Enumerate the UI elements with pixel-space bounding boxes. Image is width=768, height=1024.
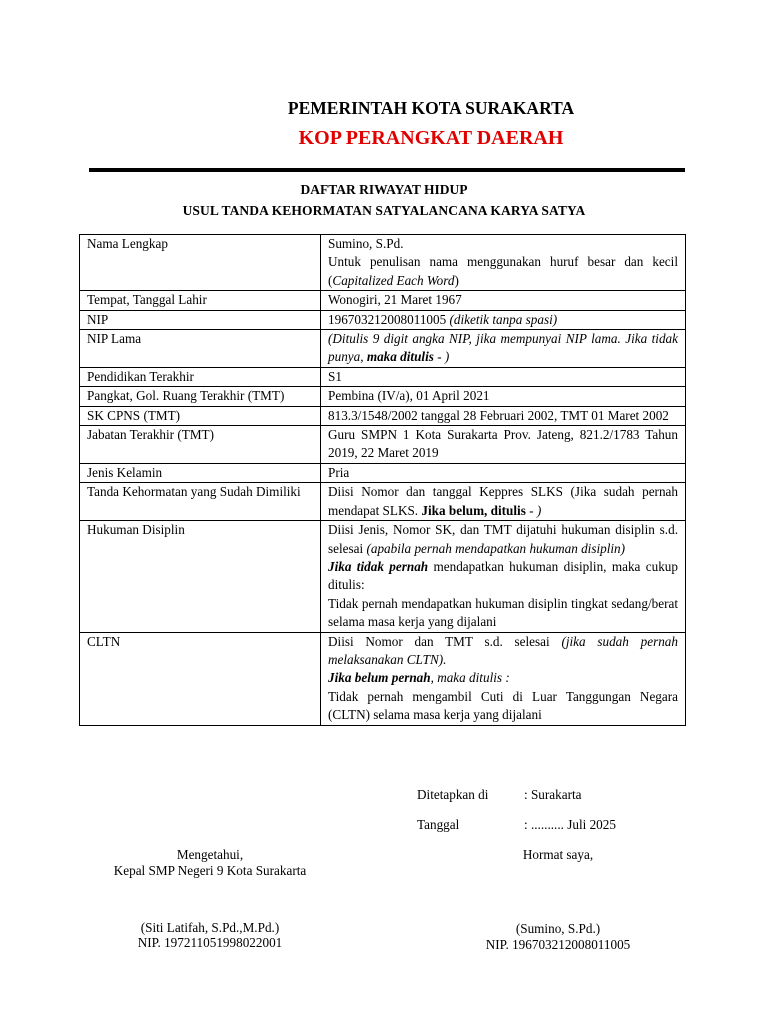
table-row <box>80 367 686 386</box>
tanggal-value: : .......... Juli 2025 <box>524 817 616 832</box>
table-row <box>80 632 686 725</box>
nip-note: (diketik tanpa spasi) <box>449 311 558 327</box>
tanggal-label: Tanggal <box>417 817 460 832</box>
discipline-text: Diisi Jenis, Nomor SK, dan TMT dijatuhi hukuman disiplin s.d. selesai <box>328 522 678 556</box>
cltn-bold: Jika belum pernah <box>328 670 431 686</box>
cltn-text: Diisi Nomor dan TMT s.d. selesai <box>328 633 562 649</box>
discipline-paragraph-2 <box>328 558 678 595</box>
table-row <box>80 483 686 521</box>
name-instruction <box>328 253 678 290</box>
position-value: Guru SMPN 1 Kota Surakarta Prov. Jateng, 821.2/1783 Tahun 2019, 22 Maret 2019 <box>321 426 686 464</box>
rank-value: Pembina (IV/a), 01 April 2021 <box>321 387 686 406</box>
cltn-text-2: , maka ditulis : <box>430 670 510 686</box>
row-label: Tanda Kehormatan yang Sudah Dimiliki <box>80 483 321 521</box>
cltn-italic: (jika sudah pernah melaksanakan CLTN). <box>328 633 678 667</box>
discipline-italic: (apabila pernah mendapatkan hukuman disiplin) <box>366 540 626 556</box>
name-instruction-italic: Capitalized Each Word <box>332 272 455 288</box>
table-row <box>80 426 686 464</box>
row-label: Tempat, Tanggal Lahir <box>80 291 321 310</box>
name-instruction-text: Untuk penulisan nama menggunakan huruf besar dan kecil ( <box>328 254 678 288</box>
table-row <box>80 310 686 329</box>
row-label: Jenis Kelamin <box>80 463 321 482</box>
document-subtitle: USUL TANDA KEHORMATAN SATYALANCANA KARYA SATYA <box>182 203 586 218</box>
ditetapkan-value: : Surakarta <box>524 787 582 802</box>
cltn-paragraph-2 <box>328 669 678 687</box>
left-signatory-name: (Siti Latifah, S.Pd.,M.Pd.) <box>140 920 280 935</box>
cltn-paragraph-3: Tidak pernah mengambil Cuti di Luar Tanggungan Negara (CLTN) selama masa kerja yang dijalani <box>328 688 678 723</box>
table-row <box>80 235 686 291</box>
government-heading: PEMERINTAH KOTA SURAKARTA <box>287 98 575 118</box>
nip-value: 196703212008011005 <box>328 311 450 327</box>
gender-value: Pria <box>321 463 686 482</box>
row-label: NIP <box>80 310 321 329</box>
honor-text: Diisi Nomor dan tanggal Keppres SLKS (Jika sudah pernah mendapat SLKS. <box>328 484 678 518</box>
hormat-label: Hormat saya, <box>522 847 594 862</box>
row-value <box>321 235 686 291</box>
discipline-text-2: mendapatkan hukuman disiplin, maka cukup ditulis: <box>328 558 678 593</box>
nip-cell <box>321 310 686 329</box>
header-rule <box>89 168 685 172</box>
discipline-paragraph-1 <box>328 521 678 558</box>
table-row <box>80 463 686 482</box>
discipline-cell <box>321 521 686 632</box>
biodata-table <box>79 234 686 726</box>
nip-lama-note-bold: maka ditulis <box>366 349 434 365</box>
nip-lama-note <box>321 330 686 368</box>
cltn-paragraph-1 <box>328 633 678 670</box>
kepala-title: Kepal SMP Negeri 9 Kota Surakarta <box>113 863 307 878</box>
sk-cpns-value: 813.3/1548/2002 tanggal 28 Februari 2002, TMT 01 Maret 2002 <box>321 406 686 425</box>
row-label: NIP Lama <box>80 330 321 368</box>
honor-close: - ) <box>525 502 542 518</box>
left-signatory-nip: NIP. 197211051998022001 <box>137 935 283 950</box>
row-label: Hukuman Disiplin <box>80 521 321 632</box>
row-label: CLTN <box>80 632 321 725</box>
honor-bold: Jika belum, ditulis <box>421 502 526 518</box>
row-label: SK CPNS (TMT) <box>80 406 321 425</box>
right-signatory-nip: NIP. 196703212008011005 <box>485 937 631 952</box>
table-row <box>80 291 686 310</box>
name-instruction-close: ) <box>454 272 459 288</box>
table-row <box>80 330 686 368</box>
row-label: Jabatan Terakhir (TMT) <box>80 426 321 464</box>
row-label: Pangkat, Gol. Ruang Terakhir (TMT) <box>80 387 321 406</box>
table-row <box>80 521 686 632</box>
ditetapkan-label: Ditetapkan di <box>417 787 489 802</box>
right-signatory-name: (Sumino, S.Pd.) <box>515 921 601 936</box>
birth-value: Wonogiri, 21 Maret 1967 <box>321 291 686 310</box>
honor-cell <box>321 483 686 521</box>
row-label: Pendidikan Terakhir <box>80 367 321 386</box>
discipline-paragraph-3: Tidak pernah mendapatkan hukuman disiplin tingkat sedang/berat selama masa kerja yang dijalani <box>328 595 678 630</box>
discipline-bold: Jika tidak pernah <box>328 558 429 574</box>
document-title: DAFTAR RIWAYAT HIDUP <box>300 182 468 197</box>
cltn-cell <box>321 632 686 725</box>
row-label: Nama Lengkap <box>80 235 321 291</box>
full-name-value: Sumino, S.Pd. <box>328 236 404 251</box>
kop-heading: KOP PERANGKAT DAERAH <box>298 127 564 149</box>
table-row <box>80 406 686 425</box>
education-value: S1 <box>321 367 686 386</box>
nip-lama-note-close: - ) <box>433 349 450 365</box>
nip-lama-note-text: (Ditulis 9 digit angka NIP, jika mempunyai NIP lama. Jika tidak punya, <box>328 331 678 365</box>
table-row <box>80 387 686 406</box>
mengetahui-label: Mengetahui, <box>176 847 244 862</box>
